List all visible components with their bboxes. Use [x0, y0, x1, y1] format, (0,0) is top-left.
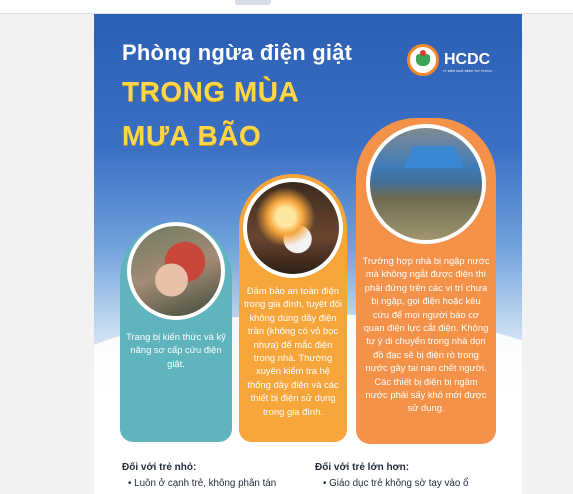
tip-text-flooded-home: Trường hợp nhà bị ngập nước mà không ngắt được điện thì phải đứng trên các vị trí chưa bị ngập, gọi điện hoặc kêu cứu để mọi người báo cơ quan điện lực cắt điện. Không tự ý di chuyển trong nhà dọn đồ đạc sẽ bị điện rò trong nước gây tai nạn chết người. Các thiết bị điện bị ngâm nước phải sấy khô mới được sử dụng. [362, 255, 490, 414]
hcdc-logo [407, 43, 499, 77]
flooded-house-roof [404, 146, 464, 168]
flooded-house-photo [366, 124, 486, 244]
cpr-photo [127, 222, 225, 320]
headline-accent-line1: TRONG MÙA [122, 76, 300, 107]
logo-text: HCDC [444, 51, 491, 68]
headline-title: Phòng ngừa điện giật [122, 40, 353, 65]
logo-subtitle: TT KIỂM SOÁT BỆNH TẬT TP.HCM [443, 69, 492, 73]
tip-text-electrical-safety: Đảm bảo an toàn điện trong gia đình, tuyệt đối không dùng dây điện trần (không có vỏ bọc nhựa) để mắc điện trong nhà. Thường xuyên kiểm tra hệ thống dây điện và các thiết bị điện sử dụng trong gia đình. [244, 285, 342, 417]
section-heading-older-children: Đối với trẻ lớn hơn: [315, 462, 410, 473]
section-body-older-children: • Giáo dục trẻ không sờ tay vào ổ [323, 478, 469, 489]
section-body-young-children: • Luôn ở cạnh trẻ, không phân tán [128, 478, 277, 489]
hcdc-seal-icon [407, 44, 439, 76]
browser-top-bar [0, 0, 573, 14]
tip-text-first-aid: Trang bị kiến thức và kỹ năng sơ cấp cứu điện giật. [126, 331, 226, 369]
top-bar-tab-indicator [235, 0, 271, 5]
section-heading-young-children: Đối với trẻ nhỏ: [122, 462, 197, 473]
sparking-socket-photo [243, 178, 343, 278]
headline-accent-line2: MƯA BÃO [122, 120, 262, 151]
infographic-poster [94, 14, 522, 494]
